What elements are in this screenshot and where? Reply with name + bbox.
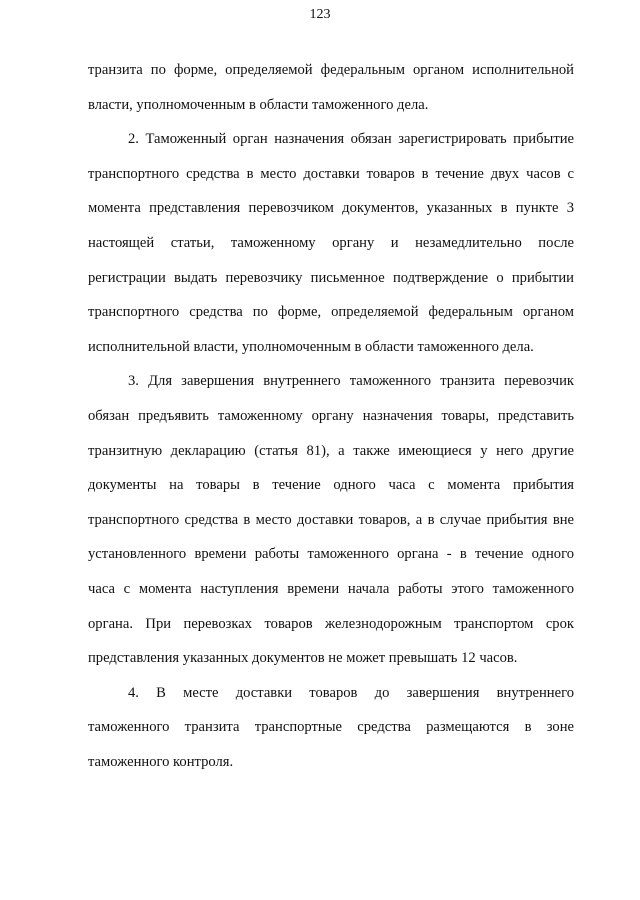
text-line: обязан предъявить таможенному органу назначения товары, представить [88,407,574,424]
text-line: 2. Таможенный орган назначения обязан зарегистрировать прибытие [128,131,574,148]
text-line: транспортного средства по форме, определяемой федеральным органом [88,304,574,321]
text-line: таможенного транзита транспортные средства размещаются в зоне [88,719,574,736]
text-line: документы на товары в течение одного часа с момента прибытия [88,477,574,494]
text-line: 4. В месте доставки товаров до завершения внутреннего [128,684,574,701]
text-line: транзитную декларацию (статья 81), а также имеющиеся у него другие [88,442,574,459]
text-line: 3. Для завершения внутреннего таможенного транзита перевозчик [128,373,574,390]
text-line: момента представления перевозчиком документов, указанных в пункте 3 [88,200,574,217]
text-line: транзита по форме, определяемой федеральным органом исполнительной [88,62,574,78]
paragraph-continuation [88,53,574,122]
text-line: регистрации выдать перевозчику письменное подтверждение о прибытии [88,269,574,286]
text-line: транспортного средства в место доставки товаров в течение двух часов с [88,165,574,182]
body-text [88,53,574,779]
text-line: органа. При перевозках товаров железнодорожным транспортом срок [88,615,574,632]
text-line: власти, уполномоченным в области таможенного дела. [88,96,429,113]
text-line: исполнительной власти, уполномоченным в области таможенного дела. [88,338,534,355]
text-line: транспортного средства в место доставки товаров, а в случае прибытия вне [88,511,574,528]
text-line: установленного времени работы таможенного органа - в течение одного [88,546,574,563]
text-line: настоящей статьи, таможенному органу и незамедлительно после [88,234,574,251]
paragraph-item-2 [88,122,574,364]
text-line: представления указанных документов не может превышать 12 часов. [88,650,518,667]
paragraph-item-3 [88,364,574,675]
text-line: таможенного контроля. [88,753,234,770]
text-line: часа с момента наступления времени начала работы этого таможенного [88,580,574,597]
paragraph-item-4 [88,676,574,780]
page-number: 123 [309,7,331,22]
